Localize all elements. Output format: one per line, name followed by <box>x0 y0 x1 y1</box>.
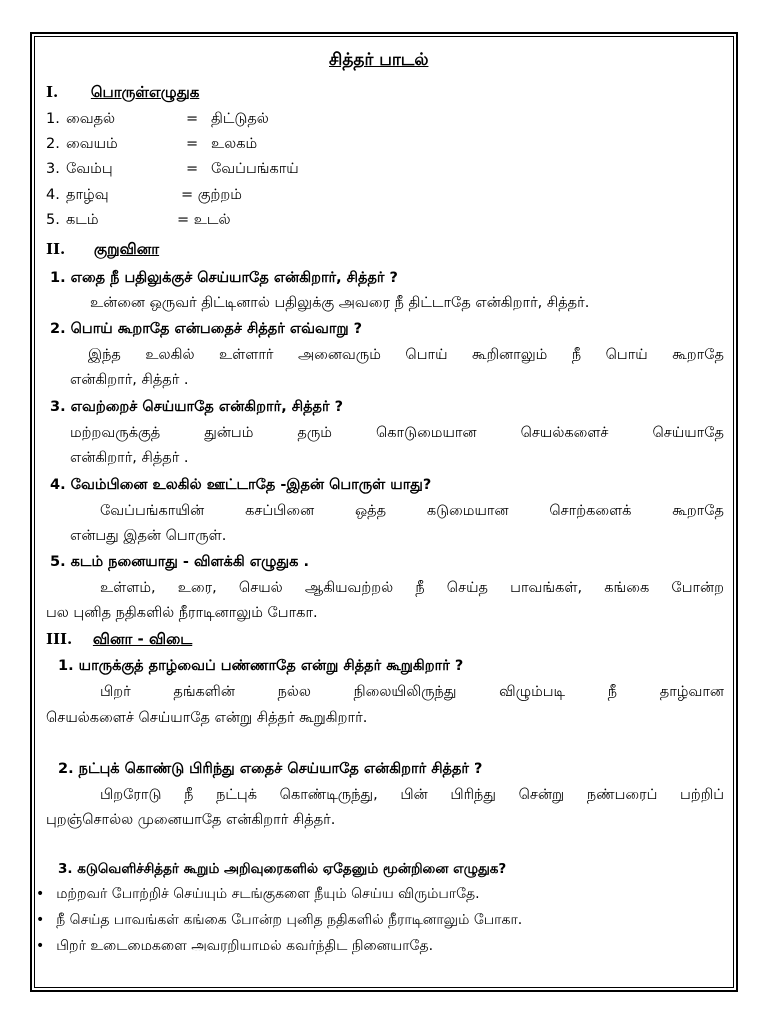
answer: இந்த உலகில் உள்ளார் அனைவரும் பொய் கூறினாலும் நீ பொய் கூறாதே <box>88 347 724 363</box>
question: 3. கடுவெளிச்சித்தர் கூறும் அறிவுரைகளில் ஏதேனும் மூன்றினை எழுதுக? <box>58 861 507 877</box>
question: 2. நட்புக் கொண்டு பிரிந்து எதைச் செய்யாதே என்கிறார் சித்தர் ? <box>58 761 483 777</box>
question: 3. எவற்றைச் செய்யாதே என்கிறார், சித்தர் ? <box>50 399 344 415</box>
section-1-heading: I. பொருள்எழுதுக <box>46 83 200 101</box>
answer: பல புனித நதிகளில் நீராடினாலும் போகா. <box>46 605 318 621</box>
vocab-item: 4. தாழ்வு = குற்றம் <box>46 187 242 203</box>
answer: உன்னை ஒருவர் திட்டினால் பதிலுக்கு அவரை நீ திட்டாதே என்கிறார், சித்தர். <box>90 295 590 311</box>
vocab-item: 2. வையம் = உலகம் <box>46 136 258 152</box>
question: 4. வேம்பினை உலகில் ஊட்டாதே -இதன் பொருள் யாது? <box>50 477 432 493</box>
answer: உள்ளம், உரை, செயல் ஆகியவற்றல் நீ செய்த பாவங்கள், கங்கை போன்ற <box>100 580 724 596</box>
question: 2. பொய் கூறாதே என்பதைச் சித்தர் எவ்வாறு ? <box>50 321 363 337</box>
bullet-item: • நீ செய்த பாவங்கள் கங்கை போன்ற புனித நதிகளில் நீராடினாலும் போகா. <box>36 912 523 928</box>
vocab-item: 1. வைதல் = திட்டுதல் <box>46 111 269 127</box>
answer: வேப்பங்காயின் கசப்பினை ஒத்த கடுமையான சொற்களைக் கூறாதே <box>100 503 724 519</box>
vocab-item: 3. வேம்பு = வேப்பங்காய் <box>46 161 299 177</box>
bullet-item: • மற்றவர் போற்றிச் செய்யும் சடங்குகளை நீயும் செய்ய விரும்பாதே. <box>36 886 480 902</box>
answer: மற்றவருக்குத் துன்பம் தரும் கொடுமையான செயல்களைச் செய்யாதே <box>70 425 724 441</box>
section-3-heading: III. வினா - விடை <box>46 630 193 648</box>
answer: என்கிறார், சித்தர் . <box>70 372 189 388</box>
bullet-item: • பிறர் உடைமைகளை அவரறியாமல் கவர்ந்திட நினையாதே. <box>36 938 434 954</box>
answer: பிறர் தங்களின் நல்ல நிலையிலிருந்து விழும்படி நீ தாழ்வான <box>100 684 724 700</box>
question: 1. யாருக்குத் தாழ்வைப் பண்ணாதே என்று சித்தர் கூறுகிறார் ? <box>58 658 464 674</box>
answer: புறஞ்சொல்ல முனையாதே என்கிறார் சித்தர். <box>46 812 336 828</box>
answer: செயல்களைச் செய்யாதே என்று சித்தர் கூறுகிறார். <box>46 710 368 726</box>
vocab-item: 5. கடம் = உடல் <box>46 212 231 228</box>
page-title: சித்தர் பாடல் <box>329 50 429 70</box>
answer: என்பது இதன் பொருள். <box>70 528 227 544</box>
answer: என்கிறார், சித்தர் . <box>70 450 189 466</box>
question: 1. எதை நீ பதிலுக்குச் செய்யாதே என்கிறார், சித்தர் ? <box>50 270 398 286</box>
answer: பிறரோடு நீ நட்புக் கொண்டிருந்து, பின் பிரிந்து சென்று நண்பரைப் பற்றிப் <box>100 787 724 803</box>
question: 5. கடம் நனையாது - விளக்கி எழுதுக . <box>50 554 309 570</box>
section-2-heading: II. குறுவினா <box>46 240 160 258</box>
